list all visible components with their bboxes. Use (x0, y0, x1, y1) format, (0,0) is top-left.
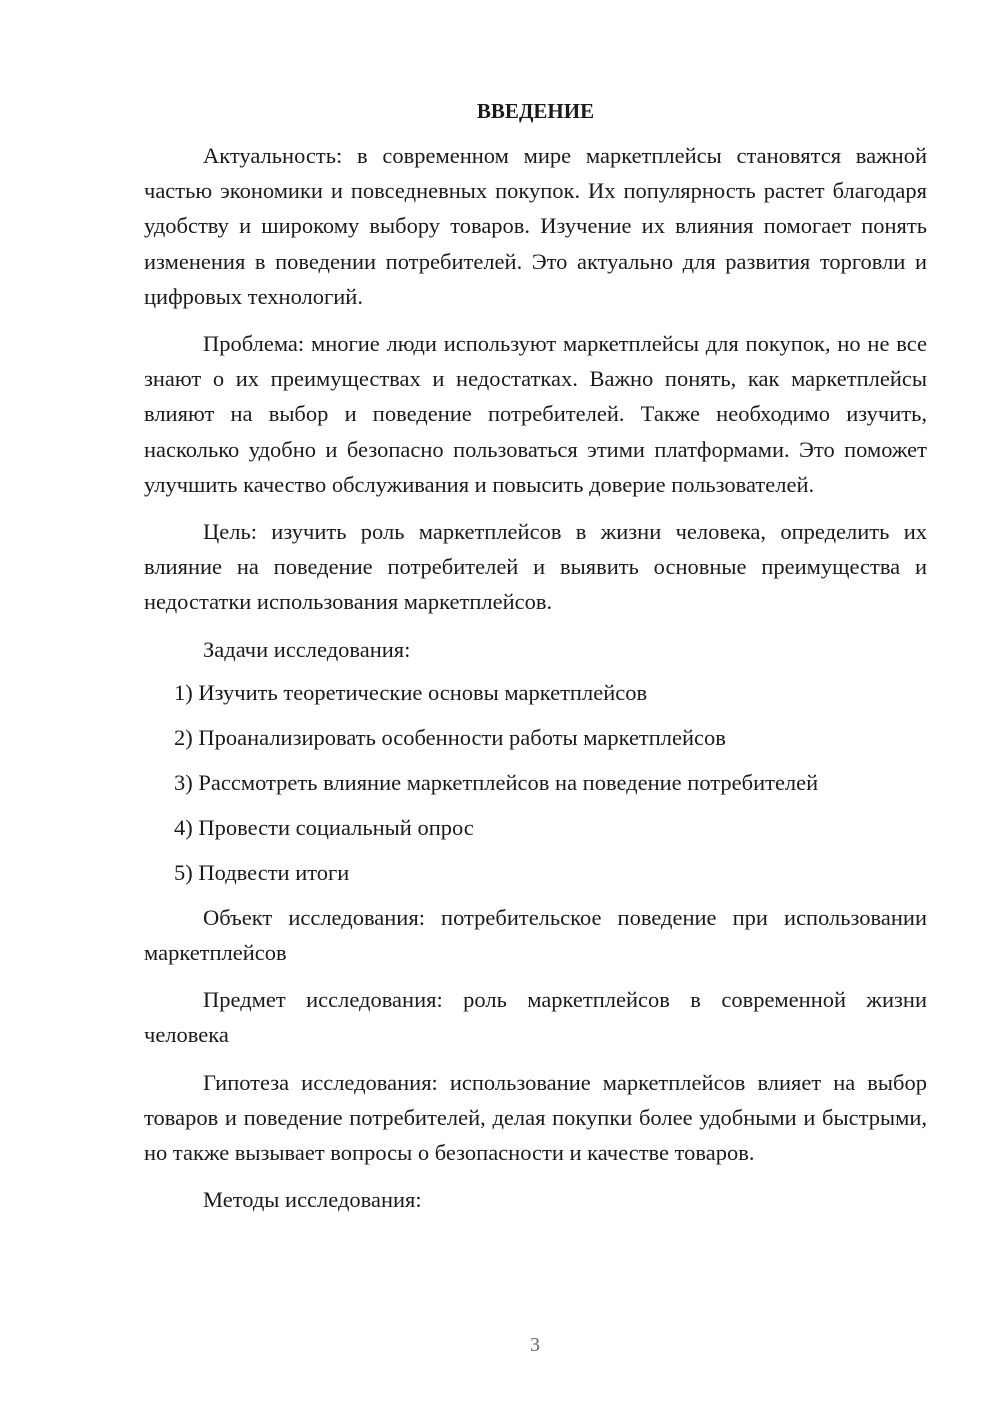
tasks-list (144, 675, 927, 890)
page-number: 3 (530, 1334, 540, 1356)
problem-paragraph: Проблема: многие люди используют маркетплейсы для покупок, но не все знают о их преимуществах и недостатках. Важно понять, как маркетплейсы влияют на выбор и поведение потребителей. Также необходимо изучить, насколько удобно и безопасно пользоваться этими платформами. Это поможет улучшить качество обслуживания и повысить доверие пользователей. (144, 331, 927, 497)
list-item: 2) Проанализировать особенности работы маркетплейсов (174, 724, 726, 750)
list-item: 1) Изучить теоретические основы маркетплейсов (174, 679, 648, 705)
page-content (144, 96, 927, 1225)
hypothesis-paragraph: Гипотеза исследования: использование маркетплейсов влияет на выбор товаров и поведение потребителей, делая покупки более удобными и быстрыми, но также вызывает вопросы о безопасности и качестве товаров. (144, 1069, 927, 1166)
page-heading: ВВЕДЕНИЕ (476, 99, 595, 123)
list-item: 4) Провести социальный опрос (174, 814, 474, 840)
list-item: 5) Подвести итоги (174, 859, 350, 885)
tasks-label: Задачи исследования: (203, 636, 411, 662)
subject-paragraph: Предмет исследования: роль маркетплейсов в современной жизни человека (144, 987, 927, 1048)
methods-label: Методы исследования: (203, 1187, 422, 1213)
goal-paragraph: Цель: изучить роль маркетплейсов в жизни человека, определить их влияние на поведение потребителей и выявить основные преимущества и недостатки использования маркетплейсов. (144, 519, 927, 615)
list-item: 3) Рассмотреть влияние маркетплейсов на поведение потребителей (174, 769, 819, 795)
relevance-paragraph: Актуальность: в современном мире маркетплейсы становятся важной частью экономики и повседневных покупок. Их популярность растет благодаря удобству и широкому выбору товаров. Изучение их влияния помогает понять изменения в поведении потребителей. Это актуально для развития торговли и цифровых технологий. (144, 143, 927, 309)
object-paragraph: Объект исследования: потребительское поведение при использовании маркетплейсов (144, 904, 927, 966)
